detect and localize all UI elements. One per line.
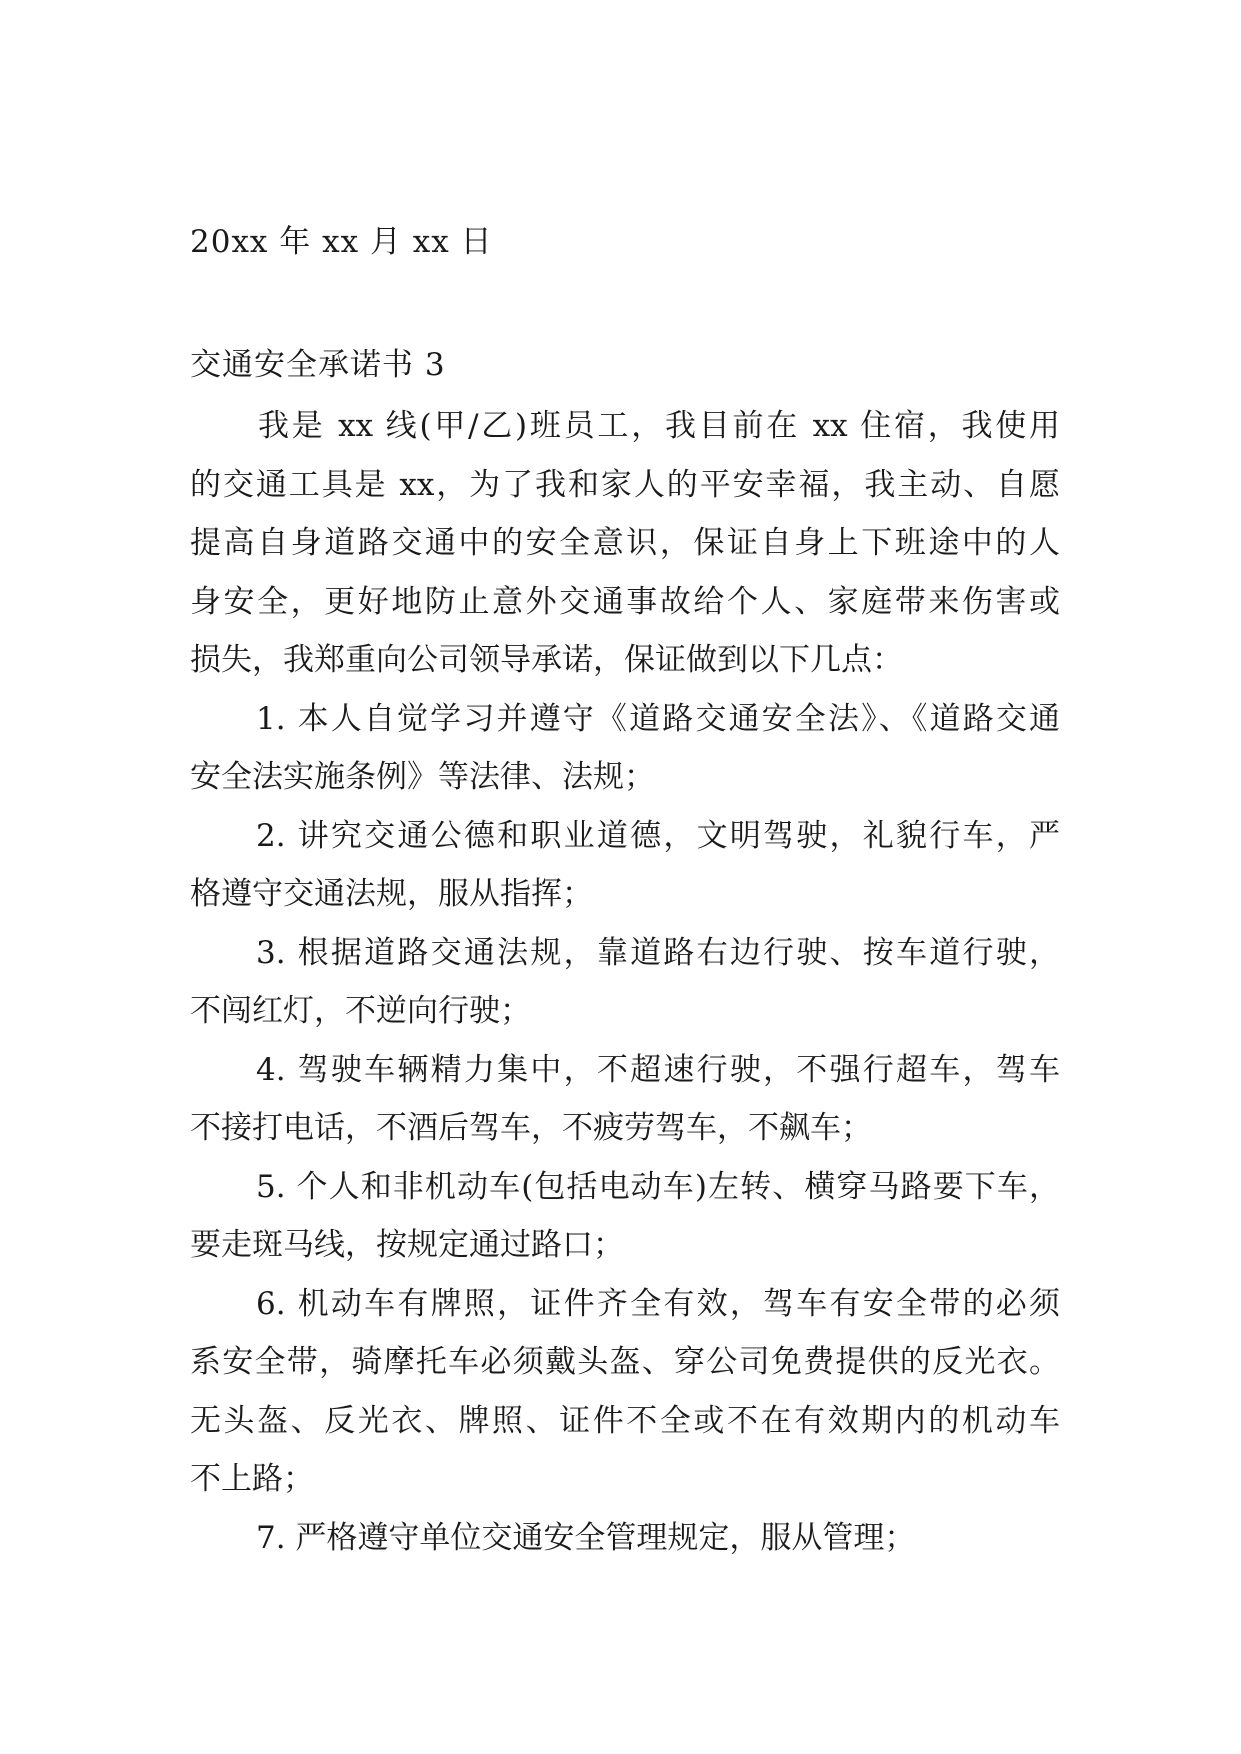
list-item-line: 不闯红灯，不逆向行驶； — [190, 993, 531, 1029]
document-date: 20xx 年 xx 月 xx 日 — [190, 224, 493, 260]
list-item-line: 安全法实施条例》等法律、法规； — [190, 759, 655, 795]
list-item-line: 要走斑马线，按规定通过路口； — [190, 1227, 624, 1263]
list-item-line: 6. 机动车有牌照，证件齐全有效，驾车有安全带的必须 — [256, 1285, 1060, 1322]
paragraph-line: 的交通工具是 xx，为了我和家人的平安幸福，我主动、自愿 — [190, 466, 1060, 503]
list-item-line: 4. 驾驶车辆精力集中，不超速行驶，不强行超车，驾车 — [256, 1051, 1060, 1088]
paragraph-line: 我是 xx 线(甲/乙)班员工，我目前在 xx 住宿，我使用 — [258, 408, 1060, 444]
list-item-line: 无头盔、反光衣、牌照、证件不全或不在有效期内的机动车 — [190, 1402, 1060, 1439]
list-item-line: 不接打电话，不酒后驾车，不疲劳驾车，不飙车； — [190, 1110, 872, 1146]
list-item-line: 5. 个人和非机动车(包括电动车)左转、横穿马路要下车， — [256, 1168, 1060, 1205]
document-body — [190, 397, 1060, 1567]
document-heading: 交通安全承诺书 3 — [190, 347, 446, 383]
paragraph-line: 损失，我郑重向公司领导承诺，保证做到以下几点： — [190, 642, 903, 678]
list-item-line: 7. 严格遵守单位交通安全管理规定，服从管理； — [256, 1519, 916, 1556]
list-item-line: 不上路； — [190, 1461, 314, 1497]
paragraph-line: 身安全，更好地防止意外交通事故给个人、家庭带来伤害或 — [190, 583, 1060, 620]
list-item-line: 格遵守交通法规，服从指挥； — [190, 876, 593, 912]
paragraph-line: 提高自身道路交通中的安全意识，保证自身上下班途中的人 — [190, 525, 1060, 561]
list-item-line: 系安全带，骑摩托车必须戴头盔、穿公司免费提供的反光衣。 — [190, 1344, 1060, 1380]
list-item-line: 1. 本人自觉学习并遵守《道路交通安全法》、《道路交通 — [256, 700, 1060, 737]
list-item-line: 3. 根据道路交通法规，靠道路右边行驶、按车道行驶， — [256, 934, 1060, 971]
list-item-line: 2. 讲究交通公德和职业道德，文明驾驶，礼貌行车，严 — [256, 817, 1060, 854]
